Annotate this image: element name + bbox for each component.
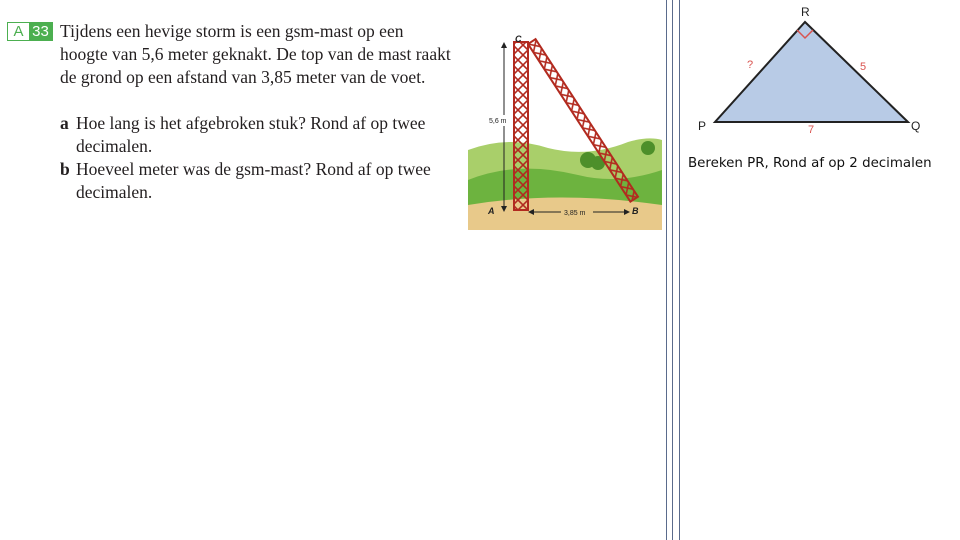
height-label: 5,6 m	[489, 118, 507, 125]
point-a-label: A	[488, 206, 495, 216]
point-b-label: B	[632, 206, 639, 216]
side-pr-label: ?	[747, 59, 754, 71]
column-divider-right	[679, 0, 680, 540]
column-divider-left	[666, 0, 667, 540]
broken-mast-illustration	[468, 30, 662, 230]
exercise-level-letter: A	[8, 23, 29, 40]
column-divider-middle	[672, 0, 673, 540]
part-b-label: b	[60, 159, 70, 179]
exercise-intro: Tijdens een hevige storm is een gsm-mast op een hoogte van 5,6 meter geknakt. De top van de mast raakt de grond op een afstand van 3,85 meter van de voet.	[60, 21, 451, 87]
exercise-number: 33	[29, 23, 52, 40]
vertex-r-label: R	[801, 5, 810, 19]
exercise-part-a	[60, 112, 455, 158]
part-a-text: Hoe lang is het afgebroken stuk? Rond af op twee decimalen.	[76, 113, 426, 156]
question-text: Bereken PR, Rond af op 2 decimalen	[688, 156, 932, 171]
exercise-badge	[7, 22, 53, 41]
vertex-p-label: P	[698, 119, 707, 133]
exercise-part-b	[60, 158, 455, 204]
point-c-label: C	[515, 34, 522, 44]
triangle-pqr	[715, 22, 908, 122]
distance-label: 3,85 m	[564, 210, 586, 217]
side-rq-label: 5	[860, 61, 867, 73]
right-triangle-figure	[690, 0, 960, 150]
part-b-text: Hoeveel meter was de gsm-mast? Rond af op twee decimalen.	[76, 159, 431, 202]
side-pq-label: 7	[808, 124, 815, 136]
vertex-q-label: Q	[911, 119, 921, 133]
part-a-label: a	[60, 113, 69, 133]
mast-standing-part	[514, 42, 528, 210]
